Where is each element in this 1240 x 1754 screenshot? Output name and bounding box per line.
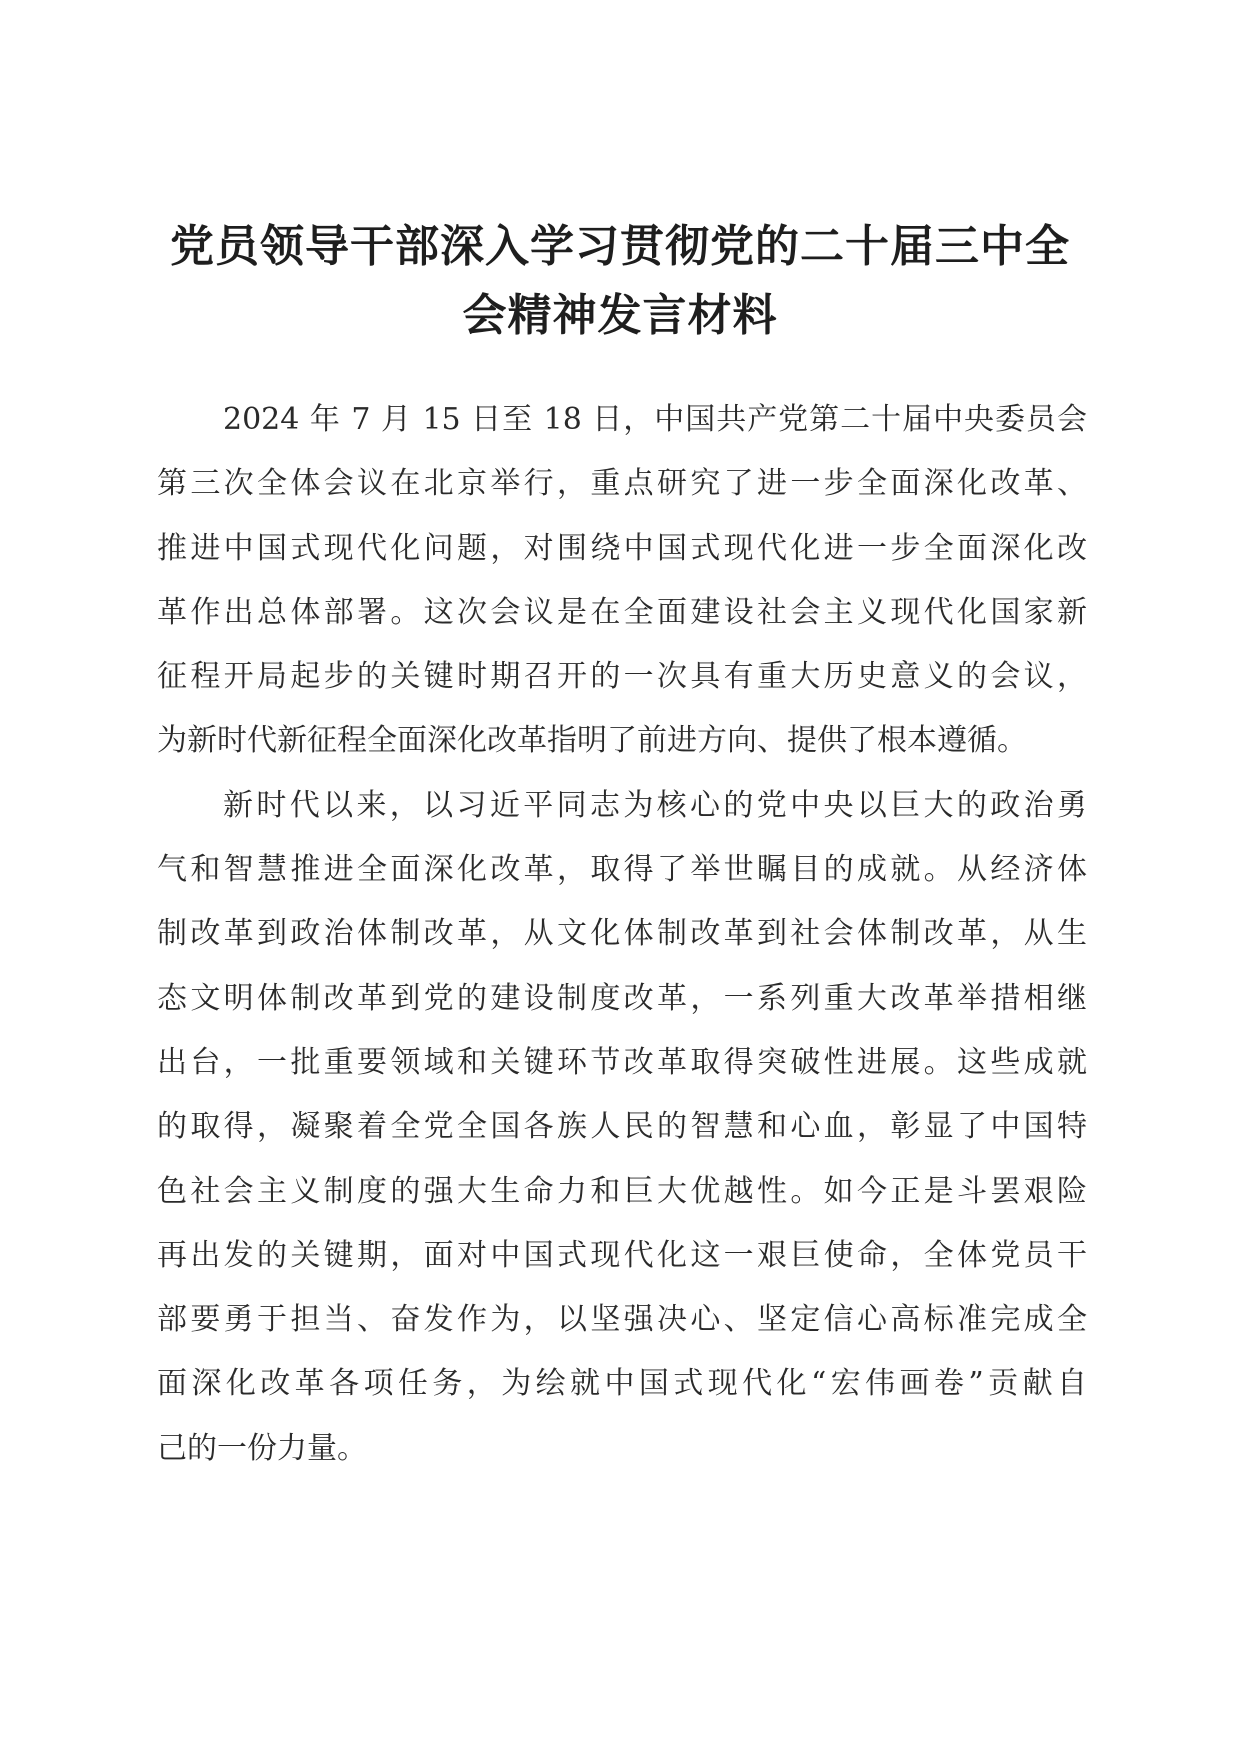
text-line: 出台，一批重要领域和关键环节改革取得突破性进展。这些成就 <box>157 1044 1087 1080</box>
text-line: 气和智慧推进全面深化改革，取得了举世瞩目的成就。从经济体 <box>157 852 1087 888</box>
text-line: 征程开局起步的关键时期召开的一次具有重大历史意义的会议， <box>157 659 1087 695</box>
text-line: 制改革到政治体制改革，从文化体制改革到社会体制改革，从生 <box>157 916 1087 952</box>
text-line: 2024 年 7 月 15 日至 18 日，中国共产党第二十届中央委员会 <box>223 402 1087 437</box>
text-line: 革作出总体部署。这次会议是在全面建设社会主义现代化国家新 <box>157 594 1087 630</box>
text-line: 色社会主义制度的强大生命力和巨大优越性。如今正是斗罢艰险 <box>157 1173 1087 1209</box>
text-line: 己的一份力量。 <box>157 1430 367 1466</box>
document-body <box>157 388 1087 1481</box>
text-line: 态文明体制改革到党的建设制度改革，一系列重大改革举措相继 <box>157 980 1087 1016</box>
text-line: 部要勇于担当、奋发作为，以坚强决心、坚定信心高标准完成全 <box>157 1302 1087 1338</box>
text-line: 新时代以来，以习近平同志为核心的党中央以巨大的政治勇 <box>223 787 1087 823</box>
text-line: 的取得，凝聚着全党全国各族人民的智慧和心血，彰显了中国特 <box>157 1109 1087 1145</box>
title-line: 会精神发言材料 <box>462 290 778 341</box>
text-line: 为新时代新征程全面深化改革指明了前进方向、提供了根本遵循。 <box>157 723 1027 759</box>
text-line: 推进中国式现代化问题，对围绕中国式现代化进一步全面深化改 <box>157 530 1087 566</box>
text-line: 再出发的关键期，面对中国式现代化这一艰巨使命，全体党员干 <box>157 1237 1087 1273</box>
paragraph-2 <box>157 774 1087 1481</box>
text-line: 第三次全体会议在北京举行，重点研究了进一步全面深化改革、 <box>157 466 1087 502</box>
paragraph-1 <box>157 388 1087 774</box>
document-title <box>150 212 1090 350</box>
text-line: 面深化改革各项任务，为绘就中国式现代化“宏伟画卷”贡献自 <box>157 1366 1087 1402</box>
title-line: 党员领导干部深入学习贯彻党的二十届三中全 <box>170 221 1070 272</box>
